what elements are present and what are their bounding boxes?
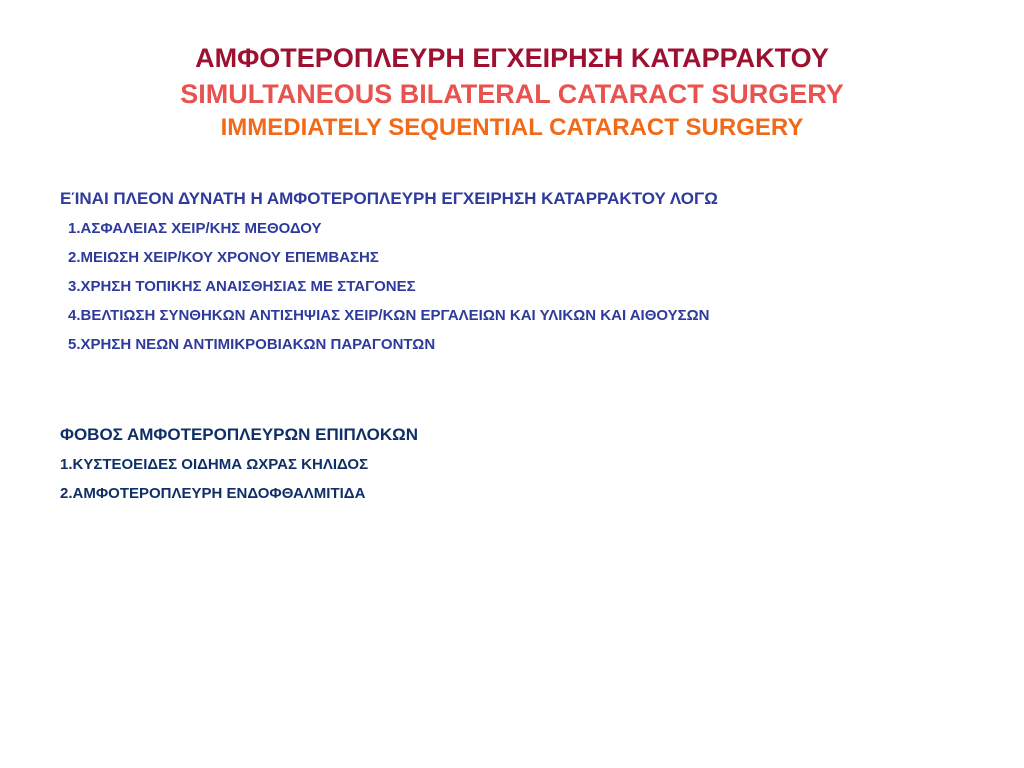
reason-item-1: 1.ΑΣΦΑΛΕΙΑΣ ΧΕΙΡ/ΚΗΣ ΜΕΘΟΔΟΥ: [68, 220, 322, 237]
title-english-simultaneous: SIMULTANEOUS BILATERAL CATARACT SURGERY: [180, 79, 844, 109]
reason-item-2: 2.ΜΕΙΩΣΗ ΧΕΙΡ/ΚΟΥ ΧΡΟΝΟΥ ΕΠΕΜΒΑΣΗΣ: [68, 249, 379, 266]
reason-item-3: 3.ΧΡΗΣΗ ΤΟΠΙΚΗΣ ΑΝΑΙΣΘΗΣΙΑΣ ΜΕ ΣΤΑΓΟΝΕΣ: [68, 278, 416, 295]
reason-item-4: 4.ΒΕΛΤΙΩΣΗ ΣΥΝΘΗΚΩΝ ΑΝΤΙΣΗΨΙΑΣ ΧΕΙΡ/ΚΩΝ ΕΡΓΑΛΕΙΩΝ ΚΑΙ ΥΛΙΚΩΝ ΚΑΙ ΑΙΘΟΥΣΩΝ: [68, 307, 710, 324]
slide-title-block: [0, 40, 1024, 144]
complication-item-1: 1.ΚΥΣΤΕΟΕΙΔΕΣ ΟΙΔΗΜΑ ΩΧΡΑΣ ΚΗΛΙΔΟΣ: [60, 456, 369, 473]
complications-section: [60, 420, 418, 508]
title-english-sequential: IMMEDIATELY SEQUENTIAL CATARACT SURGERY: [220, 114, 804, 141]
complication-item-2: 2.ΑΜΦΟΤΕΡΟΠΛΕΥΡΗ ΕΝΔΟΦΘΑΛΜΙΤΙΔΑ: [60, 485, 366, 502]
title-greek: ΑΜΦΟΤΕΡΟΠΛΕΥΡΗ ΕΓΧΕΙΡΗΣΗ ΚΑΤΑΡΡΑΚΤΟΥ: [195, 43, 829, 73]
reason-item-5: 5.ΧΡΗΣΗ ΝΕΩΝ ΑΝΤΙΜΙΚΡΟΒΙΑΚΩΝ ΠΑΡΑΓΟΝΤΩΝ: [68, 336, 436, 353]
reasons-section: [60, 184, 718, 359]
reasons-heading: ΕΊΝΑΙ ΠΛΕΟΝ ΔΥΝΑΤΗ Η ΑΜΦΟΤΕΡΟΠΛΕΥΡΗ ΕΓΧΕΙΡΗΣΗ ΚΑΤΑΡΡΑΚΤΟΥ ΛΟΓΩ: [60, 189, 718, 208]
complications-heading: ΦΟΒΟΣ ΑΜΦΟΤΕΡΟΠΛΕΥΡΩΝ ΕΠΙΠΛΟΚΩΝ: [60, 425, 419, 444]
